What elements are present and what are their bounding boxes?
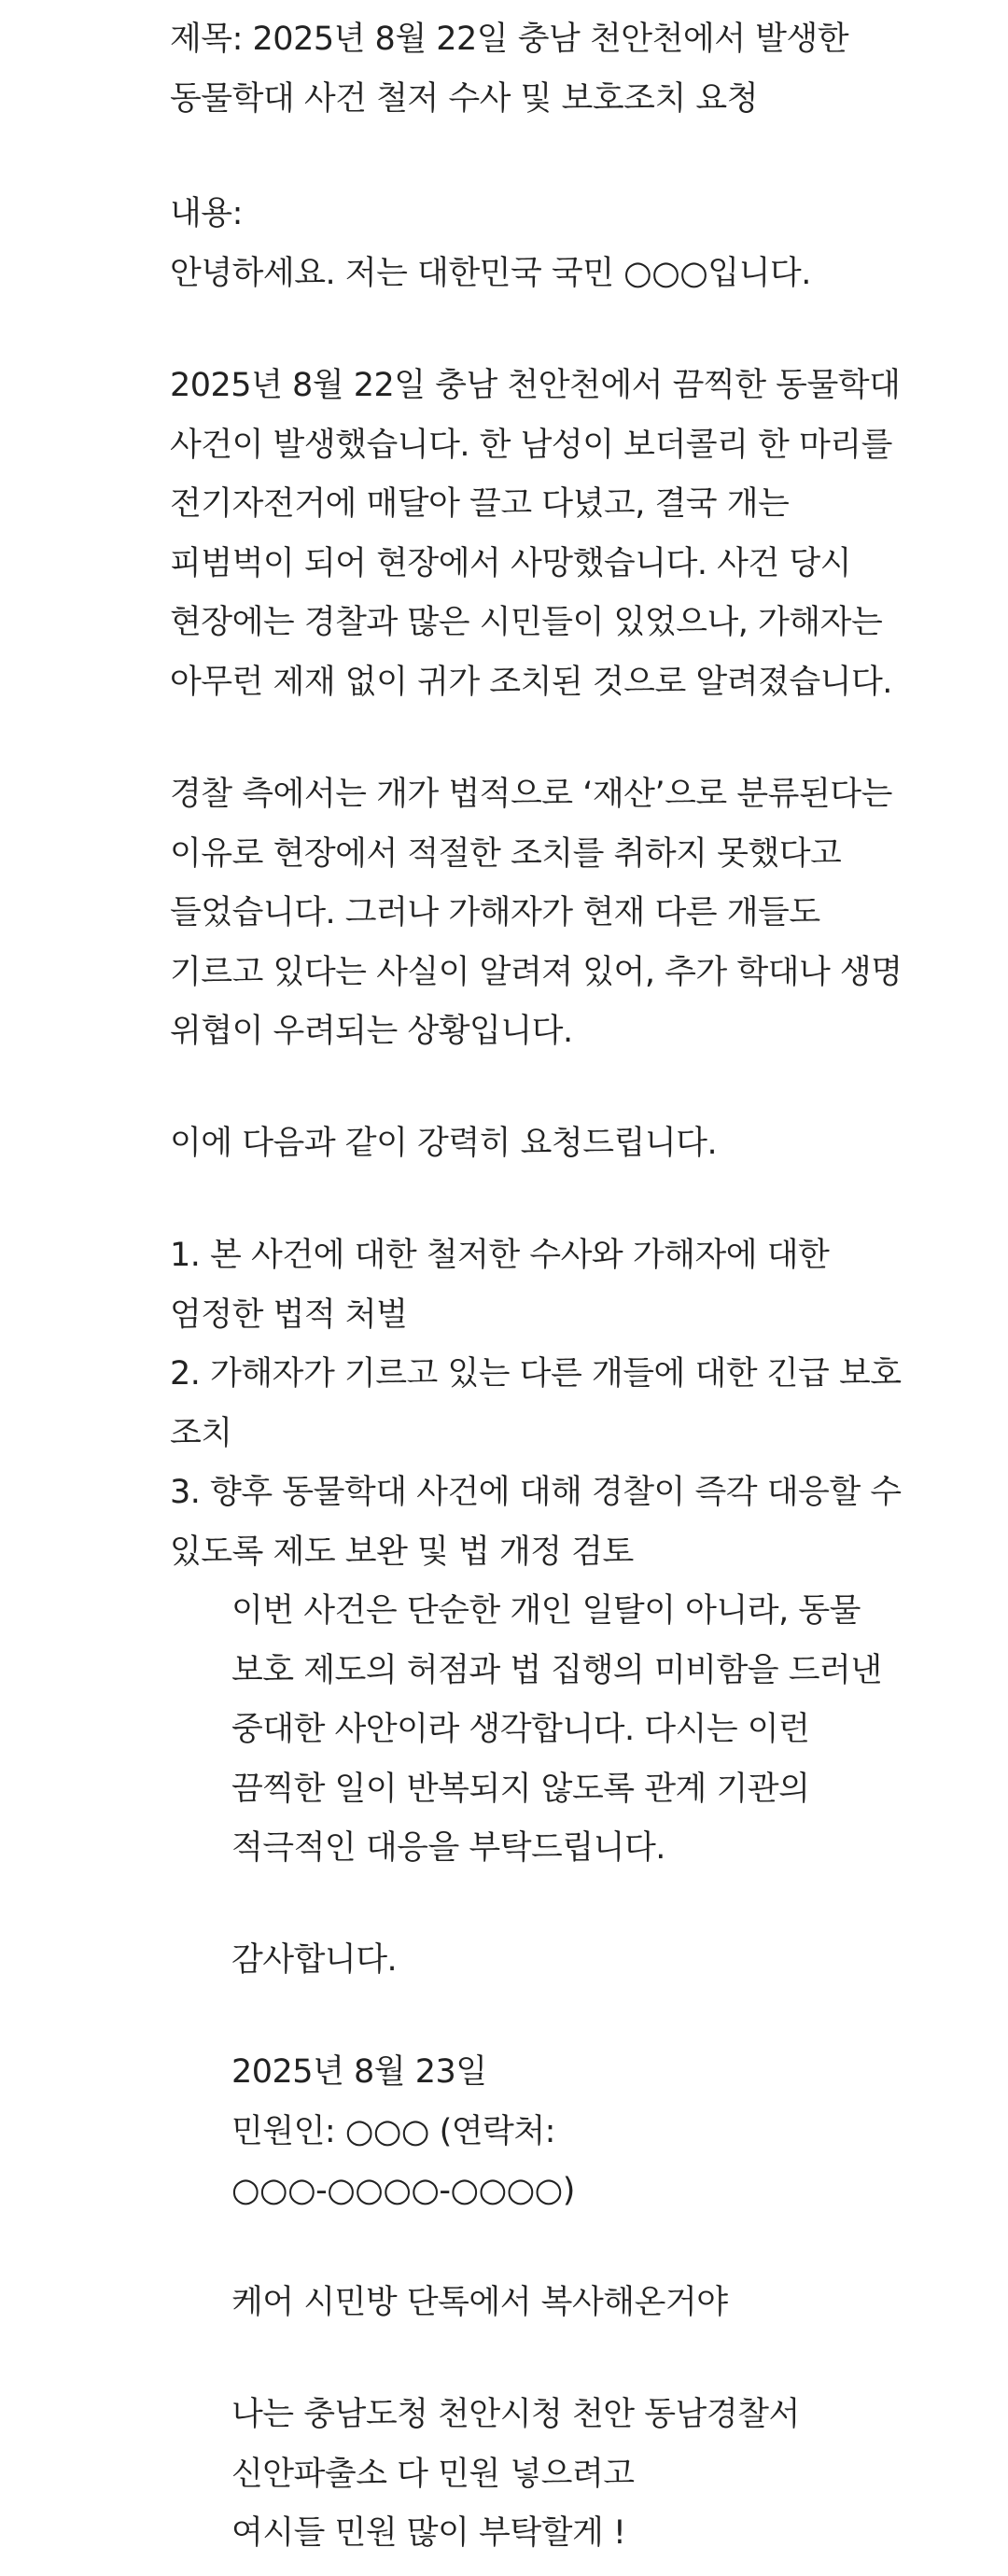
paragraph-3-line-1: 이번 사건은 단순한 개인 일탈이 아니라, 동물 bbox=[231, 1592, 861, 1630]
contact-line: ○○○-○○○○-○○○○) bbox=[231, 2172, 575, 2209]
paragraph-2-line-1: 경찰 측에서는 개가 법적으로 ‘재산’으로 분류된다는 bbox=[170, 776, 892, 813]
paragraph-2-line-4: 기르고 있다는 사실이 알려져 있어, 추가 학대나 생명 bbox=[170, 954, 903, 991]
paragraph-1-line-6: 아무런 제재 없이 귀가 조치된 것으로 알려졌습니다. bbox=[170, 664, 892, 701]
paragraph-3-line-5: 적극적인 대응을 부탁드립니다. bbox=[231, 1829, 665, 1867]
date-line: 2025년 8월 23일 bbox=[231, 2053, 487, 2091]
paragraph-2-line-3: 들었습니다. 그러나 가해자가 현재 다른 개들도 bbox=[170, 894, 820, 931]
paragraph-1-line-1: 2025년 8월 22일 충남 천안천에서 끔찍한 동물학대 bbox=[170, 367, 901, 404]
request-intro: 이에 다음과 같이 강력히 요청드립니다. bbox=[170, 1125, 718, 1162]
request-item-2-line-1: 2. 가해자가 기르고 있는 다른 개들에 대한 긴급 보호 bbox=[170, 1355, 902, 1393]
greeting-line: 안녕하세요. 저는 대한민국 국민 ○○○입니다. bbox=[170, 255, 811, 292]
paragraph-3-line-2: 보호 제도의 허점과 법 집행의 미비함을 드러낸 bbox=[231, 1652, 882, 1689]
paragraph-1-line-5: 현장에는 경찰과 많은 시민들이 있었으나, 가해자는 bbox=[170, 604, 883, 641]
subject-line-2: 동물학대 사건 철저 수사 및 보호조치 요청 bbox=[170, 80, 759, 118]
request-item-3-line-2: 있도록 제도 보완 및 법 개정 검토 bbox=[170, 1533, 634, 1571]
petitioner-line: 민원인: ○○○ (연락처: bbox=[231, 2113, 555, 2150]
request-item-1-line-2: 엄정한 법적 처벌 bbox=[170, 1296, 408, 1334]
request-item-3-line-1: 3. 향후 동물학대 사건에 대해 경찰이 즉각 대응할 수 bbox=[170, 1474, 902, 1511]
paragraph-1-line-3: 전기자전거에 매달아 끌고 다녔고, 결국 개는 bbox=[170, 485, 790, 523]
closing-thanks: 감사합니다. bbox=[231, 1941, 398, 1979]
paragraph-2-line-5: 위협이 우려되는 상황입니다. bbox=[170, 1013, 573, 1050]
paragraph-3-line-4: 끔찍한 일이 반복되지 않도록 관계 기관의 bbox=[231, 1771, 810, 1808]
source-note: 케어 시민방 단톡에서 복사해온거야 bbox=[231, 2284, 728, 2321]
request-item-1-line-1: 1. 본 사건에 대한 철저한 수사와 가해자에 대한 bbox=[170, 1237, 830, 1274]
paragraph-1-line-2: 사건이 발생했습니다. 한 남성이 보더콜리 한 마리를 bbox=[170, 427, 892, 464]
author-note-line-2: 신안파출소 다 민원 넣으려고 bbox=[231, 2456, 635, 2493]
content-label: 내용: bbox=[170, 195, 243, 232]
author-note-line-1: 나는 충남도청 천안시청 천안 동남경찰서 bbox=[231, 2396, 800, 2433]
paragraph-2-line-2: 이유로 현장에서 적절한 조치를 취하지 못했다고 bbox=[170, 835, 842, 873]
author-note-line-3: 여시들 민원 많이 부탁할게 ! bbox=[231, 2514, 626, 2552]
paragraph-3-line-3: 중대한 사안이라 생각합니다. 다시는 이런 bbox=[231, 1711, 810, 1748]
paragraph-1-line-4: 피범벅이 되어 현장에서 사망했습니다. 사건 당시 bbox=[170, 545, 851, 582]
subject-line-1: 제목: 2025년 8월 22일 충남 천안천에서 발생한 bbox=[170, 21, 849, 58]
request-item-2-line-2: 조치 bbox=[170, 1415, 232, 1452]
